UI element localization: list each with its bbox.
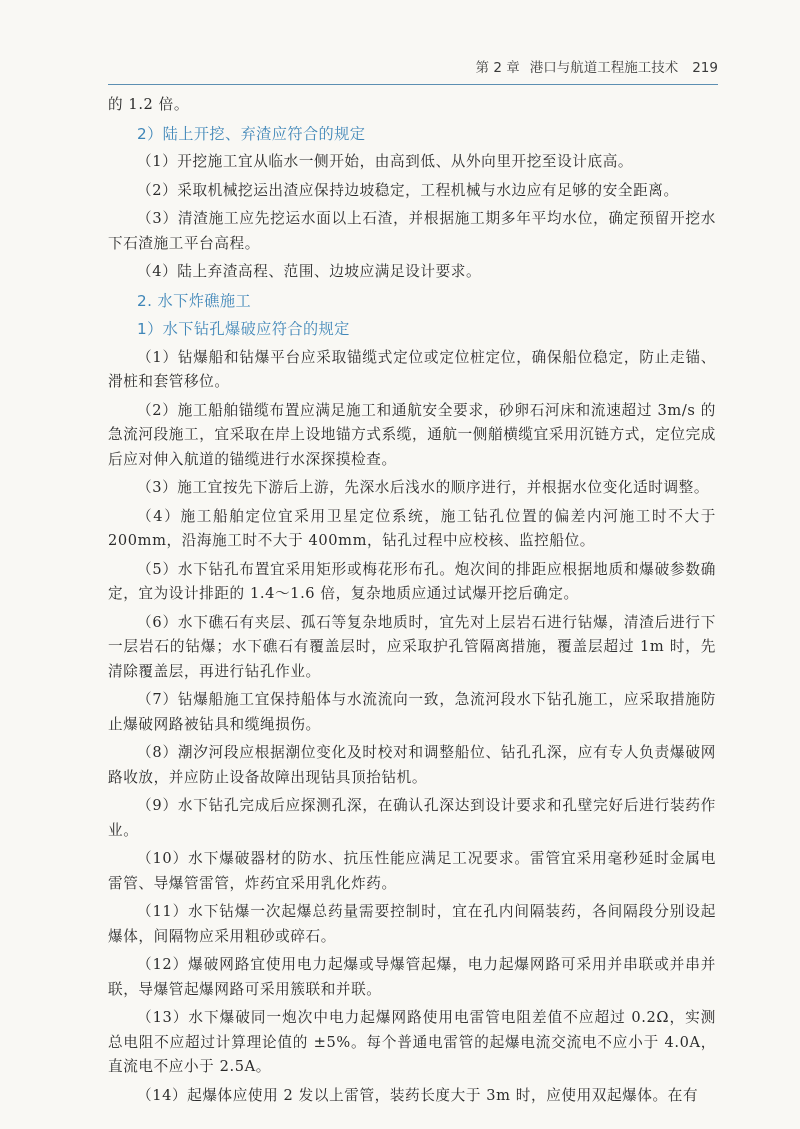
chapter-title: 港口与航道工程施工技术 xyxy=(529,60,679,76)
body-paragraph: （3）清渣施工应先挖运水面以上石渣，并根据施工期多年平均水位，确定预留开挖水下石渣施工平台高程。 xyxy=(108,210,716,252)
body-paragraph: （4）陆上弃渣高程、范围、边坡应满足设计要求。 xyxy=(137,263,482,280)
section-heading: 2. 水下炸礁施工 xyxy=(137,291,252,310)
body-paragraph: （6）水下礁石有夹层、孤石等复杂地质时，宜先对上层岩石进行钻爆，清渣后进行下一层岩石的钻爆；水下礁石有覆盖层时，应采取护孔管隔离措施，覆盖层超过 1m 时，先清除覆盖层，再进行钻孔作业。 xyxy=(108,613,716,680)
page-body xyxy=(108,93,716,1112)
body-paragraph: （12）爆破网路宜使用电力起爆或导爆管起爆，电力起爆网路可采用并串联或并串并联，导爆管起爆网路可采用簇联和并联。 xyxy=(108,956,716,998)
body-paragraph: （3）施工宜按先下游后上游，先深水后浅水的顺序进行，并根据水位变化适时调整。 xyxy=(137,479,710,496)
chapter-label: 第 2 章 xyxy=(475,60,520,76)
body-paragraph: （14）起爆体应使用 2 发以上雷管，装药长度大于 3m 时，应使用双起爆体。在有 xyxy=(137,1086,699,1104)
body-paragraph: （2）采取机械挖运出渣应保持边坡稳定，工程机械与水边应有足够的安全距离。 xyxy=(137,181,679,199)
body-paragraph: （1）开挖施工宜从临水一侧开始，由高到低、从外向里开挖至设计底高。 xyxy=(137,153,634,170)
body-paragraph: （9）水下钻孔完成后应探测孔深，在确认孔深达到设计要求和孔壁完好后进行装药作业。 xyxy=(108,797,716,839)
body-paragraph: （11）水下钻爆一次起爆总药量需要控制时，宜在孔内间隔装药，各间隔段分别设起爆体，间隔物应采用粗砂或碎石。 xyxy=(108,903,716,945)
body-paragraph: （8）潮汐河段应根据潮位变化及时校对和调整船位、钻孔孔深，应有专人负责爆破网路收放，并应防止设备故障出现钻具顶抬钻机。 xyxy=(108,744,716,786)
body-paragraph: （1）钻爆船和钻爆平台应采取锚缆式定位或定位桩定位，确保船位稳定，防止走锚、滑桩和套管移位。 xyxy=(108,348,716,390)
running-header xyxy=(108,56,718,80)
body-paragraph: （10）水下爆破器材的防水、抗压性能应满足工况要求。雷管宜采用毫秒延时金属电雷管、导爆管雷管，炸药宜采用乳化炸药。 xyxy=(108,850,716,892)
body-paragraph: （4）施工船舶定位宜采用卫星定位系统，施工钻孔位置的偏差内河施工时不大于 200mm，沿海施工时不大于 400mm，钻孔过程中应校核、监控船位。 xyxy=(108,507,716,549)
body-paragraph: （5）水下钻孔布置宜采用矩形或梅花形布孔。炮次间的排距应根据地质和爆破参数确定，宜为设计排距的 1.4～1.6 倍，复杂地质应通过试爆开挖后确定。 xyxy=(108,560,716,602)
page-number: 219 xyxy=(692,60,718,76)
body-paragraph: 的 1.2 倍。 xyxy=(108,96,190,113)
body-paragraph: （2）施工船舶锚缆布置应满足施工和通航安全要求，砂卵石河床和流速超过 3m/s 的急流河段施工，宜采取在岸上设地锚方式系缆，通航一侧艏横缆宜采用沉链方式，定位完成后应对伸入航道的锚缆进行水深探摸检查。 xyxy=(108,401,716,468)
body-paragraph: （7）钻爆船施工宜保持船体与水流流向一致，急流河段水下钻孔施工，应采取措施防止爆破网路被钻具和缆绳损伤。 xyxy=(108,691,716,733)
section-heading: 2）陆上开挖、弃渣应符合的规定 xyxy=(137,124,366,143)
body-paragraph: （13）水下爆破同一炮次中电力起爆网路使用电雷管电阻差值不应超过 0.2Ω，实测总电阻不应超过计算理论值的 ±5%。每个普通电雷管的起爆电流交流电不应小于 4.0A，直流电不应小于 2.5A。 xyxy=(108,1009,716,1075)
header-rule xyxy=(108,84,718,85)
section-heading: 1）水下钻孔爆破应符合的规定 xyxy=(137,320,350,338)
